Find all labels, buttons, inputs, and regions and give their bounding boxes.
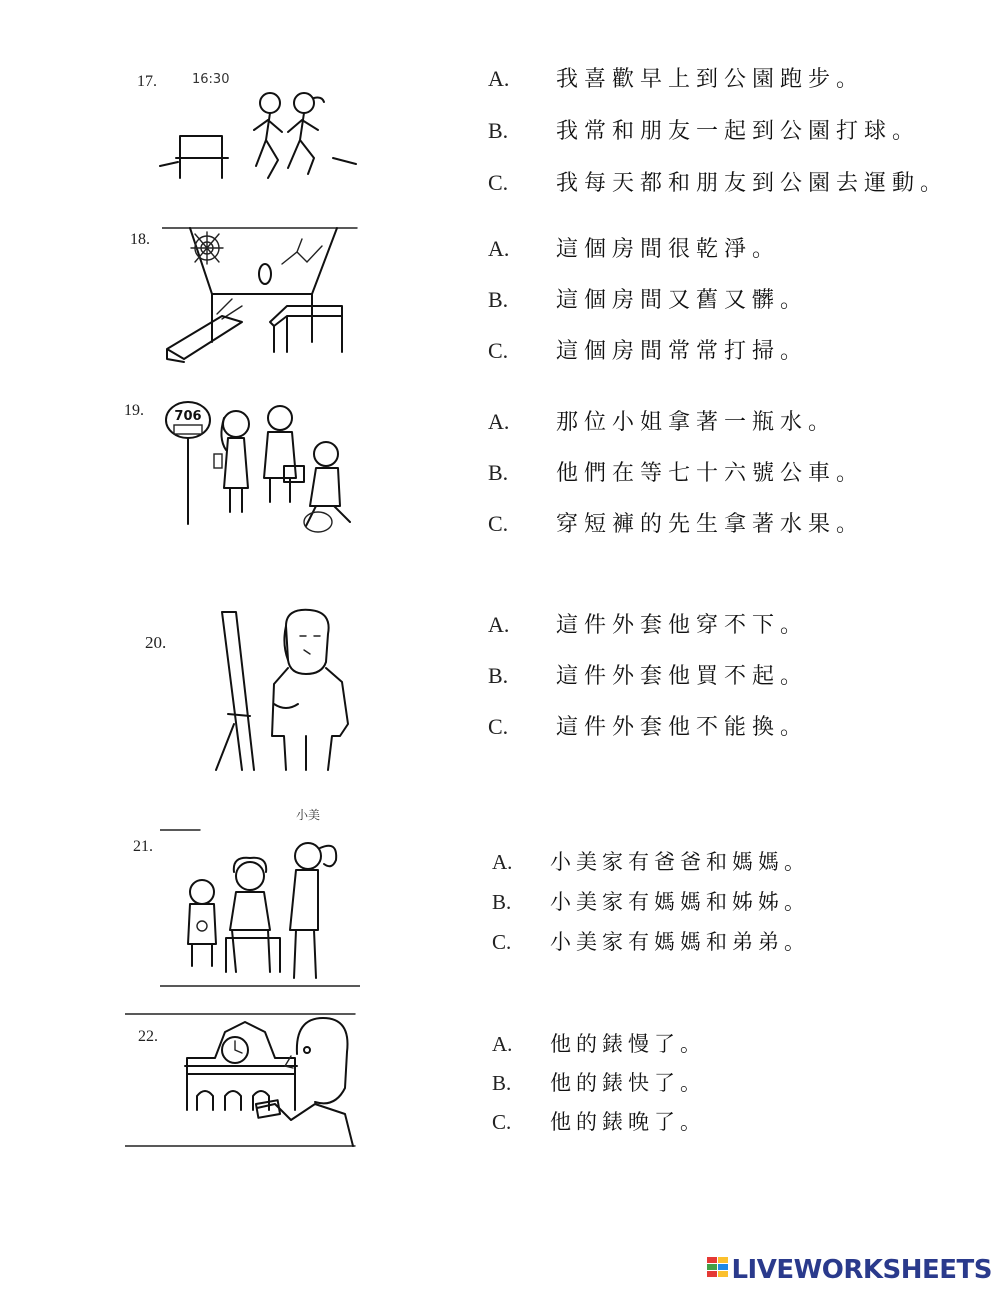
logo-text: LIVEWORKSHEETS — [731, 1255, 992, 1285]
question-19-illustration — [158, 398, 358, 544]
question-20-illustration — [214, 604, 364, 774]
bus-sign-number: 706 — [174, 409, 202, 424]
question-22-illustration — [125, 1012, 357, 1148]
option-c[interactable] — [488, 710, 808, 741]
option-text: 小美家有爸爸和媽媽。 — [550, 850, 810, 874]
option-text: 那位小姐拿著一瓶水。 — [556, 410, 837, 435]
option-text: 這件外套他穿不下。 — [556, 613, 809, 638]
option-text: 他們在等七十六號公車。 — [556, 461, 865, 486]
option-a[interactable] — [492, 1028, 706, 1058]
option-c[interactable] — [488, 507, 864, 538]
option-letter: B. — [488, 287, 509, 312]
option-text: 小美家有媽媽和弟弟。 — [550, 930, 810, 954]
option-text: 這個房間很乾淨。 — [556, 237, 781, 262]
question-18-illustration — [162, 224, 362, 364]
option-text: 他的錶晚了。 — [550, 1110, 706, 1134]
option-letter: C. — [488, 170, 509, 195]
option-c[interactable] — [488, 334, 808, 365]
option-text: 這個房間又舊又髒。 — [556, 288, 809, 313]
option-text: 我每天都和朋友到公園去運動。 — [556, 171, 949, 196]
option-letter: C. — [492, 930, 512, 954]
option-c[interactable] — [488, 166, 948, 197]
option-letter: A. — [492, 850, 513, 874]
option-b[interactable] — [492, 1067, 706, 1097]
option-letter: A. — [488, 409, 510, 434]
option-a[interactable] — [488, 62, 864, 93]
question-number: 19. — [124, 402, 144, 419]
question-number: 21. — [133, 838, 153, 855]
option-letter: A. — [492, 1032, 513, 1056]
option-b[interactable] — [488, 114, 920, 145]
name-label: 小美 — [296, 808, 321, 822]
option-text: 這個房間常常打掃。 — [556, 339, 809, 364]
question-number: 18. — [130, 231, 150, 248]
option-letter: B. — [492, 890, 512, 914]
option-text: 他的錶快了。 — [550, 1071, 706, 1095]
option-b[interactable] — [492, 886, 810, 916]
option-c[interactable] — [492, 1106, 706, 1136]
option-text: 我常和朋友一起到公園打球。 — [556, 119, 921, 144]
option-c[interactable] — [492, 926, 810, 956]
question-17-illustration — [158, 88, 358, 188]
option-letter: C. — [488, 338, 509, 363]
option-a[interactable] — [488, 405, 836, 436]
option-b[interactable] — [488, 283, 808, 314]
option-b[interactable] — [488, 659, 808, 690]
option-letter: C. — [488, 714, 509, 739]
question-21-illustration — [160, 826, 360, 988]
option-a[interactable] — [488, 232, 780, 263]
logo-icon — [707, 1257, 729, 1283]
option-b[interactable] — [488, 456, 864, 487]
option-letter: B. — [488, 460, 509, 485]
option-letter: A. — [488, 236, 510, 261]
time-label: 16:30 — [192, 72, 230, 87]
question-number: 22. — [138, 1028, 158, 1045]
option-text: 這件外套他不能換。 — [556, 715, 809, 740]
option-text: 小美家有媽媽和姊姊。 — [550, 890, 810, 914]
option-text: 這件外套他買不起。 — [556, 664, 809, 689]
option-letter: A. — [488, 66, 510, 91]
liveworksheets-logo[interactable] — [707, 1255, 992, 1285]
option-letter: B. — [488, 663, 509, 688]
option-letter: A. — [488, 612, 510, 637]
option-text: 我喜歡早上到公園跑步。 — [556, 67, 865, 92]
option-a[interactable] — [492, 846, 810, 876]
option-text: 他的錶慢了。 — [550, 1032, 706, 1056]
option-text: 穿短褲的先生拿著水果。 — [556, 512, 865, 537]
question-number: 20. — [145, 633, 167, 652]
question-number: 17. — [137, 73, 157, 90]
option-letter: B. — [492, 1071, 512, 1095]
option-letter: B. — [488, 118, 509, 143]
option-letter: C. — [488, 511, 509, 536]
option-a[interactable] — [488, 608, 808, 639]
option-letter: C. — [492, 1110, 512, 1134]
